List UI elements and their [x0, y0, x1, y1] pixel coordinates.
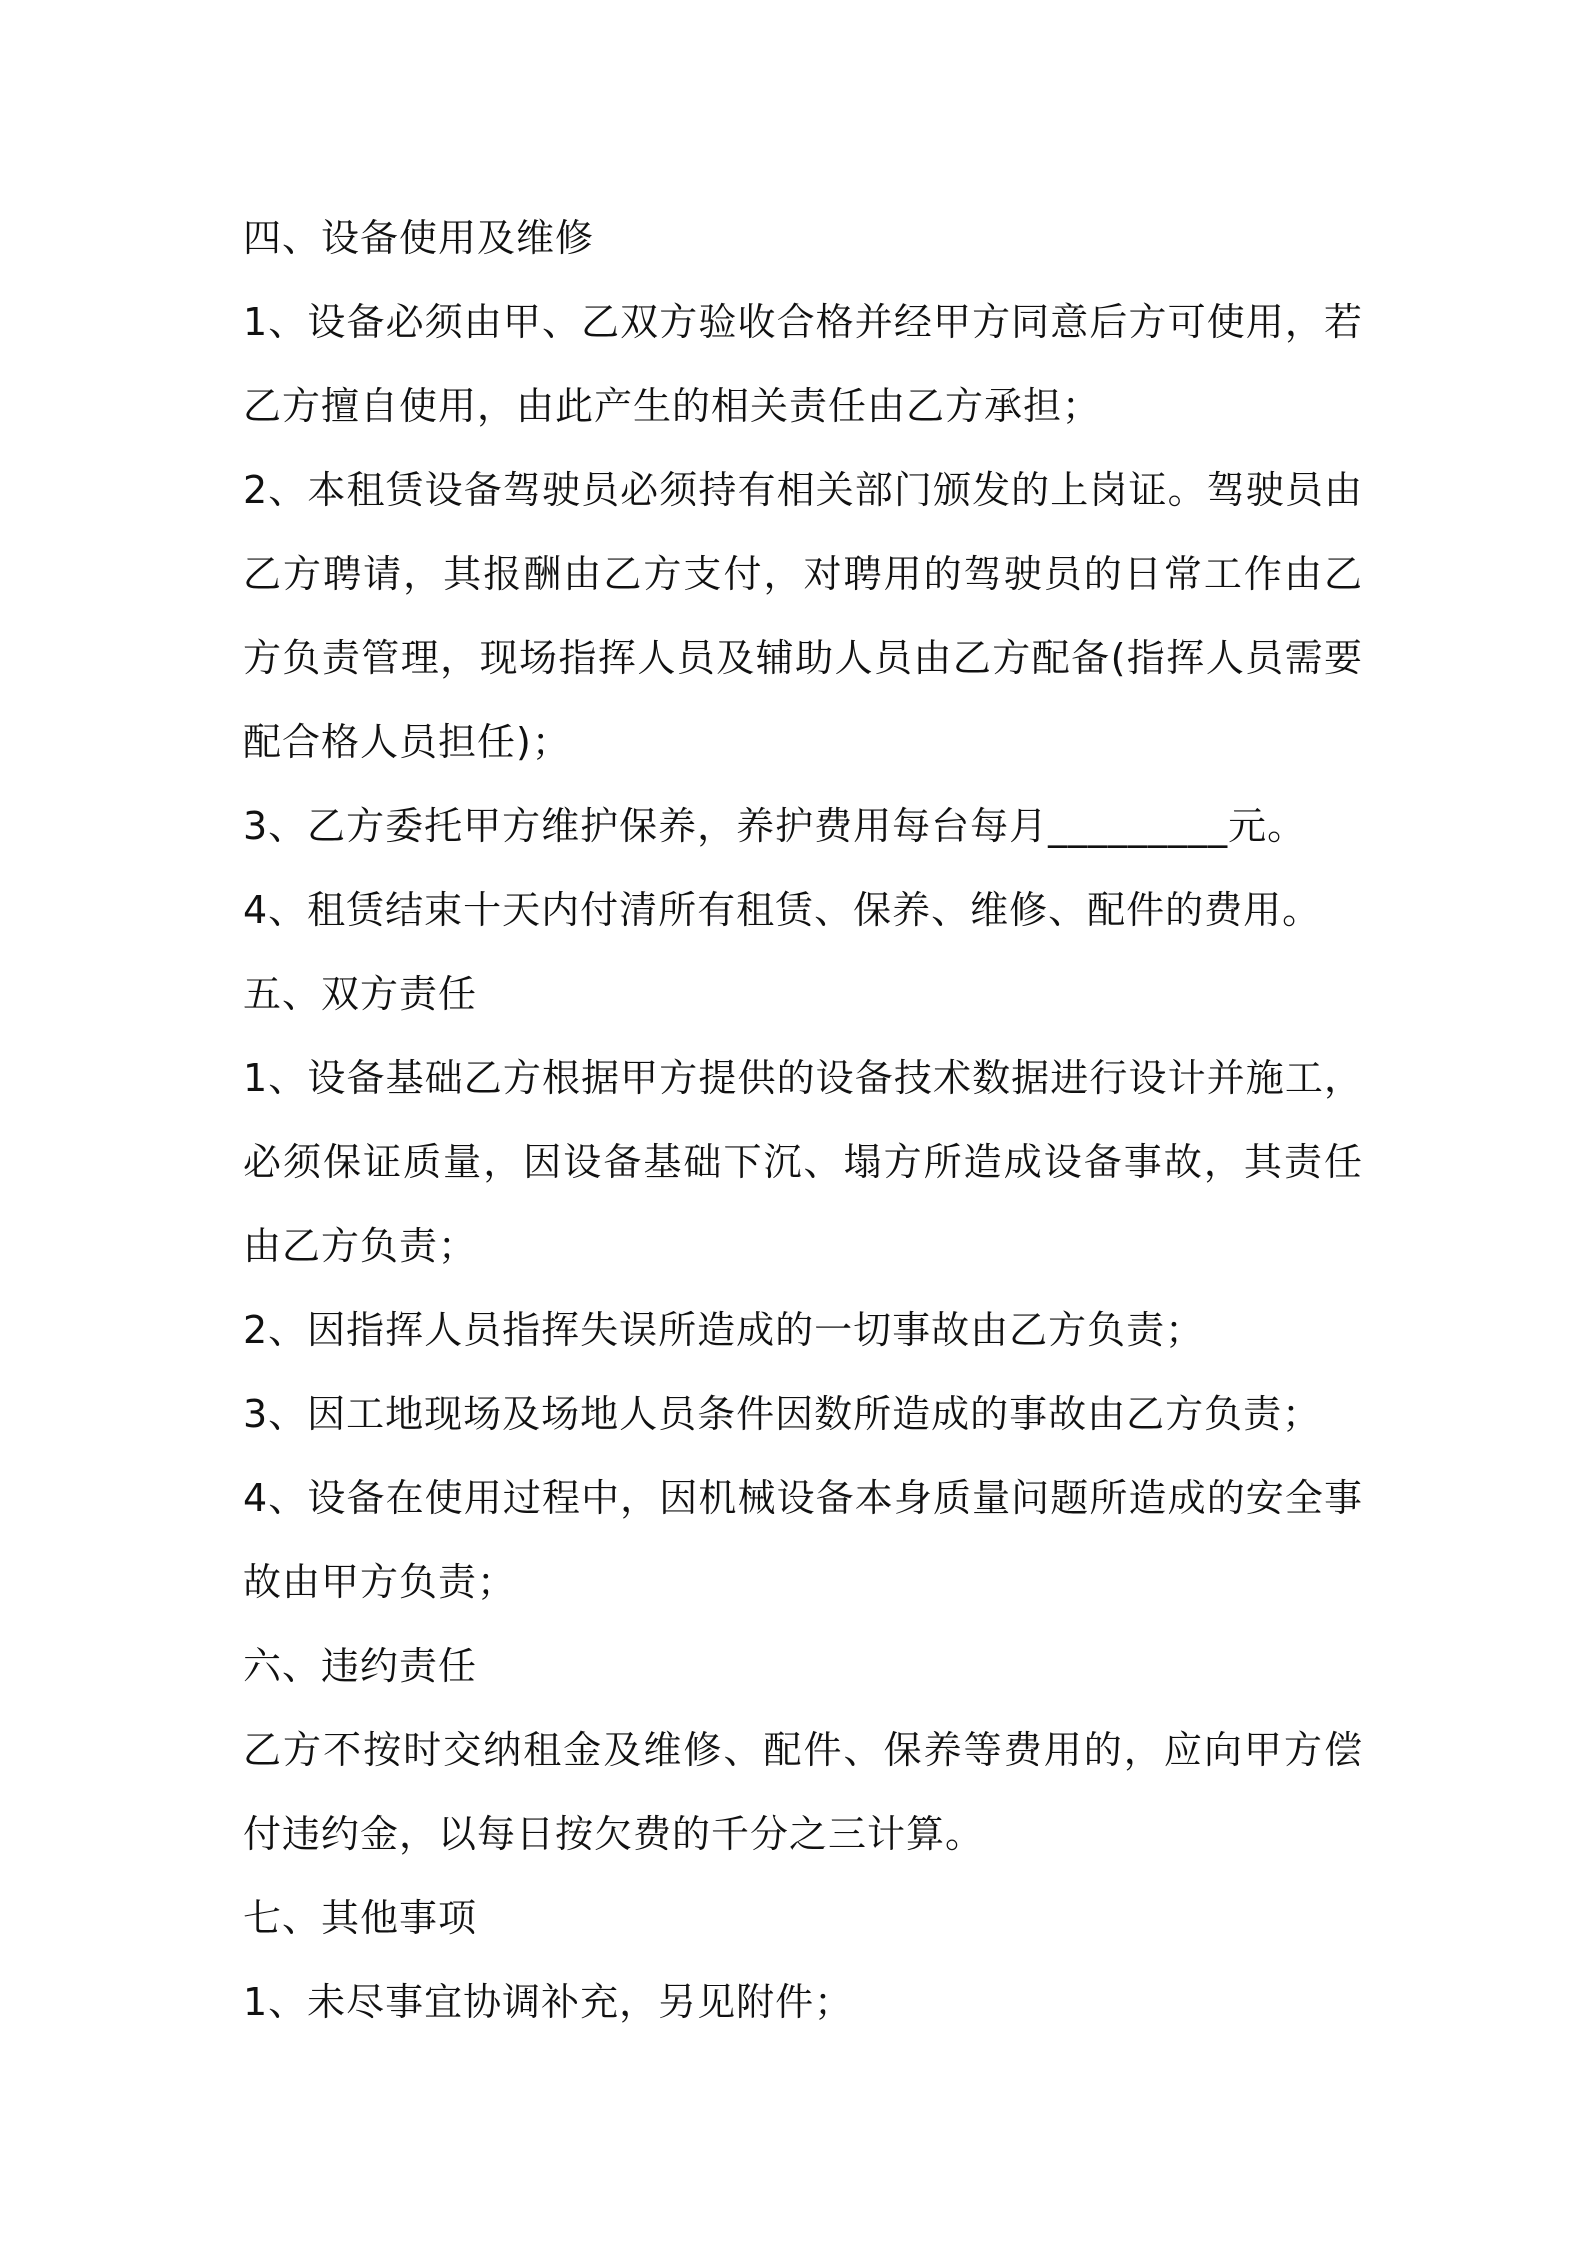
clause-4-2: 2、本租赁设备驾驶员必须持有相关部门颁发的上岗证。驾驶员由乙方聘请，其报酬由乙方支付，对聘用的驾驶员的日常工作由乙方负责管理，现场指挥人员及辅助人员由乙方配备(指挥人员需要配合格人员担任)； — [243, 468, 1363, 764]
clause-5-1: 1、设备基础乙方根据甲方提供的设备技术数据进行设计并施工，必须保证质量，因设备基础下沉、塌方所造成设备事故，其责任由乙方负责； — [243, 1056, 1363, 1268]
clause-5-3: 3、因工地现场及场地人员条件因数所造成的事故由乙方负责； — [243, 1392, 1322, 1436]
section-heading-other-matters: 七、其他事项 — [243, 1896, 478, 1940]
clause-6-text: 乙方不按时交纳租金及维修、配件、保养等费用的，应向甲方偿付违约金，以每日按欠费的千分之三计算。 — [243, 1728, 1363, 1856]
clause-5-2: 2、因指挥人员指挥失误所造成的一切事故由乙方负责； — [243, 1308, 1205, 1352]
section-heading-responsibilities: 五、双方责任 — [243, 972, 478, 1016]
clause-7-1: 1、未尽事宜协调补充，另见附件； — [243, 1980, 854, 2024]
clause-5-4: 4、设备在使用过程中，因机械设备本身质量问题所造成的安全事故由甲方负责； — [243, 1476, 1363, 1604]
clause-4-1: 1、设备必须由甲、乙双方验收合格并经甲方同意后方可使用，若乙方擅自使用，由此产生的相关责任由乙方承担； — [243, 300, 1363, 428]
clause-4-3: 3、乙方委托甲方维护保养，养护费用每台每月_________元。 — [243, 804, 1307, 848]
document-body — [243, 196, 1363, 2044]
section-heading-equipment-use: 四、设备使用及维修 — [243, 216, 595, 260]
clause-4-4: 4、租赁结束十天内付清所有租赁、保养、维修、配件的费用。 — [243, 888, 1322, 932]
section-heading-breach: 六、违约责任 — [243, 1644, 478, 1688]
